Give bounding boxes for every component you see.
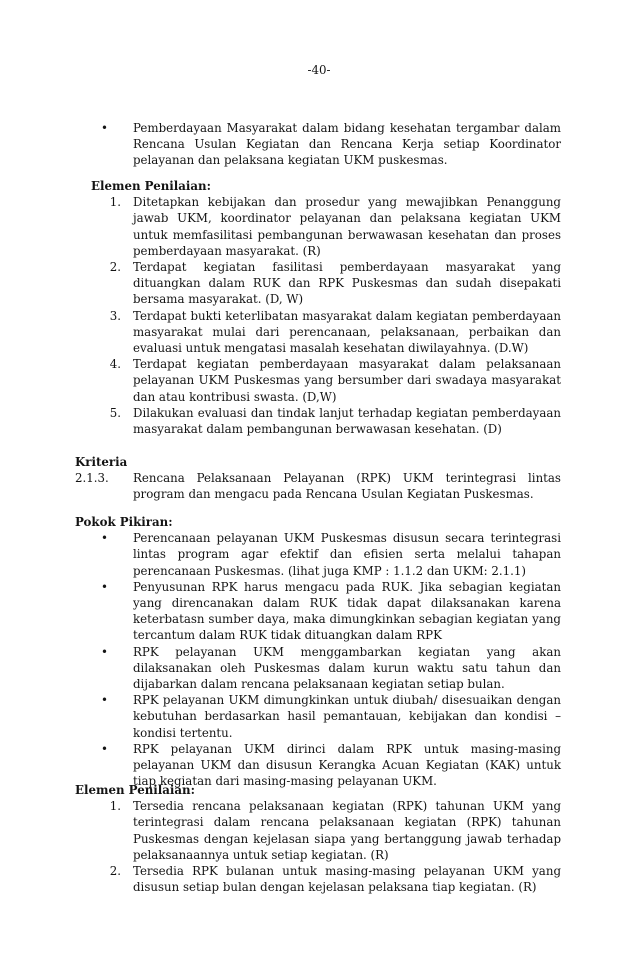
item-text: Terdapat bukti keterlibatan masyarakat dalam kegiatan pemberdayaan masyarakat mulai dari perencanaan, pelaksanaan, perbaikan dan evaluasi untuk mengatasi masalah kesehatan diwilayahnya. (D.W)	[133, 308, 561, 356]
bullet-icon: •	[101, 693, 108, 708]
list-item	[0, 120, 638, 169]
list-item	[0, 798, 638, 863]
intro-section	[0, 120, 638, 169]
bullet-icon: •	[101, 121, 108, 135]
bullet-text: Penyusunan RPK harus mengacu pada RUK. Jika sebagian kegiatan yang direncanakan dalam RUK tidak dapat dilaksanakan karena keterbatasn sumber daya, maka dimungkinkan sebagian kegiatan yang tercantum dalam RUK tidak dituangkan dalam RPK	[133, 579, 561, 643]
bullet-text: RPK pelayanan UKM menggambarkan kegiatan yang akan dilaksanakan oleh Puskesmas dalam kurun waktu satu tahun dan dijabarkan dalam rencana pelaksanaan kegiatan setiap bulan.	[133, 644, 561, 692]
item-text: Tersedia RPK bulanan untuk masing-masing pelayanan UKM yang disusun setiap bulan dengan kejelasan pelaksana tiap kegiatan. (R)	[133, 864, 561, 895]
section-heading: Elemen Penilaian:	[75, 783, 195, 797]
list-item	[0, 259, 638, 308]
page-number: -40-	[307, 63, 331, 77]
section-heading: Pokok Pikiran:	[75, 515, 173, 529]
list-item	[0, 194, 638, 259]
kriteria-heading: Kriteria	[75, 455, 128, 469]
item-text: Ditetapkan kebijakan dan prosedur yang mewajibkan Penanggung jawab UKM, koordinator pelayanan dan pelaksana kegiatan UKM untuk memfasilitasi pembangunan berwawasan kesehatan dan proses pemberdayaan masyarakat. (R)	[133, 195, 561, 258]
item-text: Tersedia rencana pelaksanaan kegiatan (RPK) tahunan UKM yang terintegrasi dalam rencana pelaksanaan kegiatan (RPK) tahunan Puskesmas dengan kejelasan siapa yang bertanggung jawab terhadap pelaksanaannya untuk setiap kegiatan. (R)	[133, 799, 561, 862]
item-number: 1.	[109, 799, 121, 814]
item-text: Terdapat kegiatan fasilitasi pemberdayaan masyarakat yang dituangkan dalam RUK dan RPK Puskesmas dan sudah disepakati bersama masyarakat. (D, W)	[133, 260, 561, 307]
elemen-penilaian-section-2	[0, 782, 638, 895]
item-number: 5.	[109, 405, 121, 420]
bullet-icon: •	[101, 741, 108, 756]
bullet-icon: •	[101, 579, 108, 594]
item-number: 3.	[109, 308, 121, 323]
list-item	[0, 644, 638, 693]
item-number: 1.	[109, 195, 121, 210]
bullet-text: Pemberdayaan Masyarakat dalam bidang kesehatan tergambar dalam Rencana Usulan Kegiatan dan Rencana Kerja setiap Koordinator pelayanan dan pelaksana kegiatan UKM puskesmas.	[133, 121, 561, 168]
item-number: 2.	[109, 864, 121, 879]
item-text: Terdapat kegiatan pemberdayaan masyarakat dalam pelaksanaan pelayanan UKM Puskesmas yang bersumber dari swadaya masyarakat dan atau kontribusi swasta. (D,W)	[133, 357, 561, 404]
item-number: 4.	[109, 357, 121, 372]
bullet-text: RPK pelayanan UKM dirinci dalam RPK untuk masing-masing pelayanan UKM dan disusun Kerangka Acuan Kegiatan (KAK) untuk tiap kegiatan dari masing-masing pelayanan UKM.	[133, 741, 561, 789]
pokok-pikiran-section	[0, 514, 638, 789]
list-item	[0, 692, 638, 741]
list-item	[0, 530, 638, 579]
list-item	[0, 579, 638, 644]
list-item	[0, 356, 638, 405]
elemen-penilaian-section-1	[0, 178, 638, 437]
item-number: 2.	[109, 260, 121, 275]
kriteria-row	[0, 470, 638, 502]
item-text: Dilakukan evaluasi dan tindak lanjut terhadap kegiatan pemberdayaan masyarakat dalam pembangunan berwawasan kesehatan. (D)	[133, 405, 561, 437]
bullet-text: Perencanaan pelayanan UKM Puskesmas disusun secara terintegrasi lintas program agar efektif dan efisien serta melalui tahapan perencanaan Puskesmas. (lihat juga KMP : 1.1.2 dan UKM: 2.1.1)	[133, 531, 561, 578]
kriteria-code: 2.1.3.	[75, 471, 109, 486]
bullet-text: RPK pelayanan UKM dimungkinkan untuk diubah/ disesuaikan dengan kebutuhan berdasarkan hasil pemantauan, kebijakan dan kondisi – kondisi tertentu.	[133, 693, 561, 740]
bullet-icon: •	[101, 531, 108, 546]
bullet-icon: •	[101, 644, 108, 659]
kriteria-text: Rencana Pelaksanaan Pelayanan (RPK) UKM terintegrasi lintas program dan mengacu pada Rencana Usulan Kegiatan Puskesmas.	[133, 471, 561, 502]
list-item	[0, 863, 638, 895]
section-heading: Elemen Penilaian:	[91, 179, 211, 193]
kriteria-section	[0, 454, 638, 503]
list-item	[0, 405, 638, 437]
list-item	[0, 308, 638, 357]
